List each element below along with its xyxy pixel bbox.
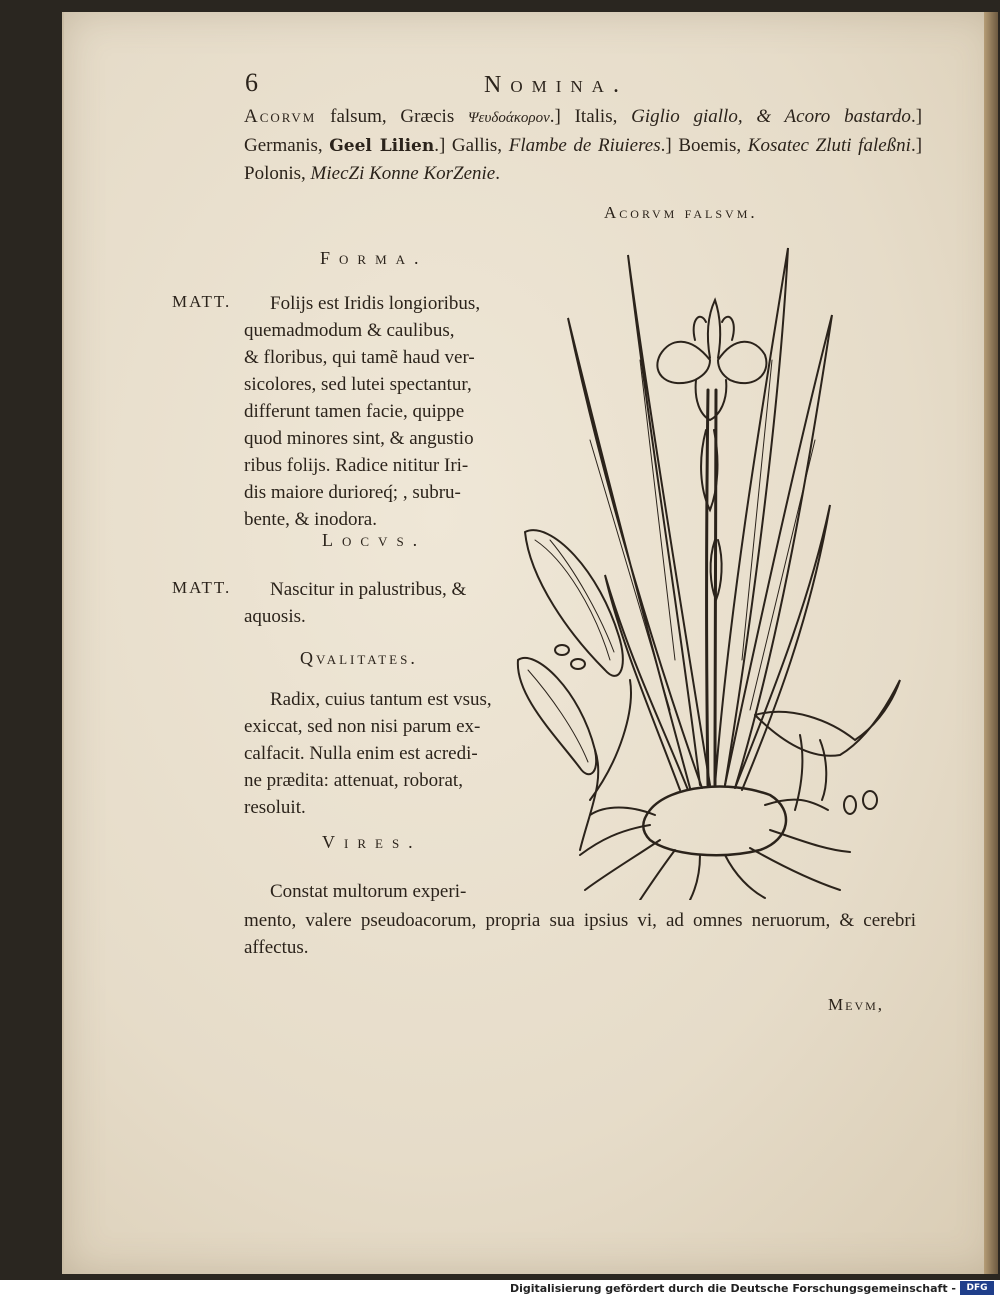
text-line: Nascitur in palustribus, & (270, 579, 467, 600)
running-head: Nomina. (484, 72, 628, 98)
nomina-text: falsum, Græcis (330, 106, 455, 127)
qualitates-heading: Qvalitates. (300, 648, 418, 668)
forma-margin-note: MATT. (172, 292, 232, 311)
iris-woodcut-illustration (510, 240, 910, 900)
forma-heading: Forma. (320, 248, 428, 268)
text-line: quemadmodum & caulibus, (244, 320, 455, 341)
nomina-italian: Giglio giallo, & Acoro bastardo (631, 106, 911, 127)
locus-heading: Locvs. (322, 530, 427, 550)
nomina-paragraph (244, 103, 922, 187)
locus-margin-note: MATT. (172, 578, 232, 597)
text-line: Folijs est Iridis longioribus, (270, 293, 481, 314)
qualitates-text (244, 686, 506, 821)
forma-text (244, 290, 506, 533)
nomina-text: .] Polonis, (244, 135, 923, 184)
figure-title: Acorvm falsvm. (604, 203, 758, 222)
nomina-lead: Acorvm (244, 106, 317, 127)
nomina-text: .] Gallis, (434, 135, 503, 156)
text-line: differunt tamen facie, quippe (244, 401, 465, 422)
nomina-text: . (495, 163, 500, 184)
nomina-bohemian: Kosatec Zluti faleßni (747, 135, 911, 156)
text-line: ne prædita: attenuat, roborat, (244, 770, 463, 791)
nomina-greek: Ψευδοάκορον (468, 110, 550, 126)
text-line: sicolores, sed lutei spectantur, (244, 374, 472, 395)
dfg-logo: DFG (960, 1281, 994, 1295)
vires-heading: Vires. (322, 832, 422, 852)
nomina-french: Flambe de Riuieres (508, 135, 661, 156)
nomina-text: .] Germanis, (244, 106, 923, 156)
nomina-text: .] Boemis, (660, 135, 742, 156)
text-line: resoluit. (244, 797, 306, 818)
book-spine (984, 12, 998, 1274)
page-number: 6 (245, 68, 258, 97)
text-line: calfacit. Nulla enim est acredi- (244, 743, 478, 764)
text-line: bente, & inodora. (244, 509, 377, 530)
text-line: Radix, cuius tantum est vsus, (270, 689, 492, 710)
text-line: ribus folijs. Radice nititur Iri- (244, 455, 469, 476)
nomina-polish: MiecZi Konne KorZenie (310, 163, 496, 184)
footer-bar (0, 1280, 1000, 1297)
text-line: & floribus, qui tamẽ haud ver- (244, 347, 475, 368)
catchword: Mevm, (828, 995, 885, 1014)
nomina-german: Geel Lilien (329, 136, 435, 156)
text-line: exiccat, sed non nisi parum ex- (244, 716, 481, 737)
locus-text (244, 576, 506, 630)
nomina-text: .] Italis, (549, 106, 618, 127)
vires-text: mento, valere pseudoacorum, propria sua ipsius vi, ad omnes neruorum, & cerebri affectus. (244, 910, 916, 958)
text-line: quod minores sint, & angustio (244, 428, 474, 449)
vires-first-line: Constat multorum experi- (270, 881, 467, 902)
text-line: aquosis. (244, 606, 306, 627)
text-line: dis maiore durioreq́; , subru- (244, 482, 461, 503)
funding-credit: Digitalisierung gefördert durch die Deutsche Forschungsgemeinschaft - (509, 1282, 956, 1295)
